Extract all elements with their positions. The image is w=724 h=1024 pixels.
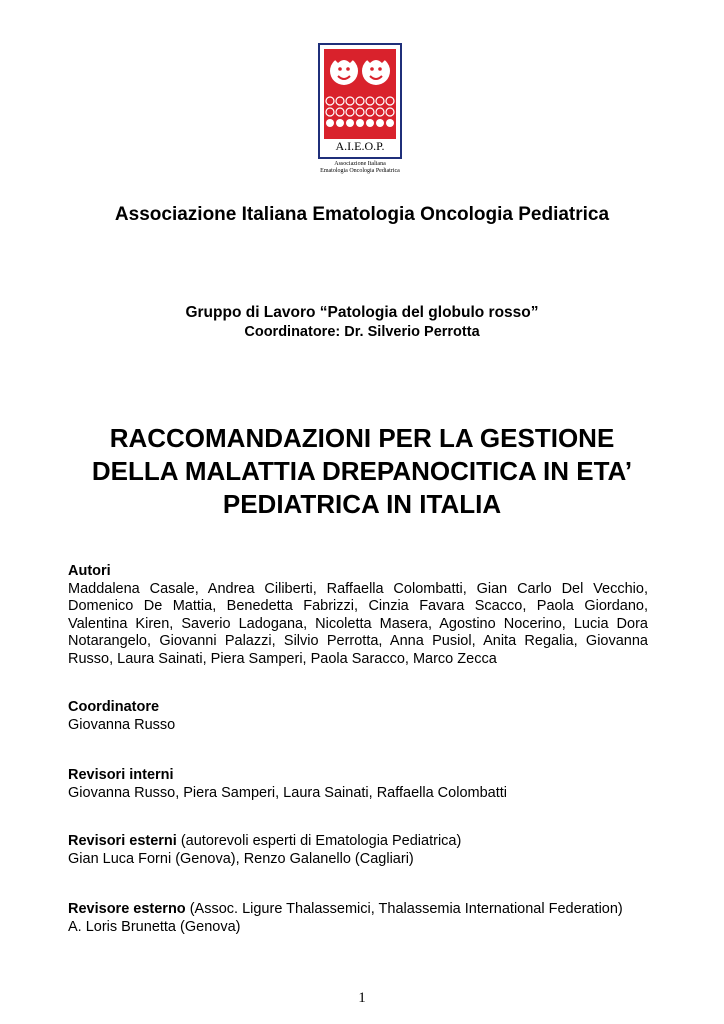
title-line-2: DELLA MALATTIA DREPANOCITICA IN ETA’ <box>91 456 633 486</box>
revisori-esterni-list: Gian Luca Forni (Genova), Renzo Galanello (Cagliari) <box>68 850 414 867</box>
revisore-esterno-note: (Assoc. Ligure Thalassemici, Thalassemia International Federation) <box>185 901 623 917</box>
logo-subtitle-line2: Ematologia Oncologia Pediatrica <box>320 167 400 174</box>
section-revisori-esterni <box>68 833 648 868</box>
revisore-esterno-heading-line <box>68 901 648 919</box>
logo-acronym: A.I.E.O.P. <box>324 139 396 153</box>
autori-heading: Autori <box>68 563 111 579</box>
logo-frame <box>318 43 402 159</box>
section-revisore-esterno <box>68 901 648 936</box>
revisori-esterni-heading-line <box>68 833 648 851</box>
revisori-esterni-note: (autorevoli esperti di Ematologia Pediatrica) <box>176 833 462 849</box>
section-coordinatore <box>68 699 648 734</box>
working-group: Gruppo di Lavoro “Patologia del globulo rosso” <box>185 304 539 321</box>
title-line-3: PEDIATRICA IN ITALIA <box>222 489 502 519</box>
autori-list: Maddalena Casale, Andrea Ciliberti, Raffaella Colombatti, Gian Carlo Del Vecchio, Domenico De Mattia, Benedetta Fabrizzi, Cinzia Favara Scacco, Paola Giordano, Valentina Kiren, Saverio Ladogana, Nicoletta Masera, Agostino Nocerino, Lucia Dora Notarangelo, Giovanni Palazzi, Silvio Perrotta, Anna Pusiol, Anita Regalia, Giovanna Russo, Laura Sainati, Piera Samperi, Paola Saracco, Marco Zecca <box>68 580 648 667</box>
title-line-1: RACCOMANDAZIONI PER LA GESTIONE <box>109 423 615 453</box>
document-title <box>0 422 724 521</box>
revisori-esterni-heading: Revisori esterni <box>68 833 177 849</box>
revisore-esterno-heading: Revisore esterno <box>68 901 186 917</box>
revisori-interni-list: Giovanna Russo, Piera Samperi, Laura Sainati, Raffaella Colombatti <box>68 784 507 801</box>
aieop-logo <box>318 43 402 174</box>
revisore-esterno-name: A. Loris Brunetta (Genova) <box>68 918 241 935</box>
page-number: 1 <box>358 990 366 1006</box>
logo-subtitle-line1: Associazione Italiana <box>334 161 386 167</box>
logo-subtitle <box>318 161 402 174</box>
group-coordinator: Coordinatore: Dr. Silverio Perrotta <box>244 324 480 340</box>
section-autori <box>68 563 648 668</box>
association-name: Associazione Italiana Ematologia Oncologia Pediatrica <box>114 204 610 225</box>
logo-emblem <box>324 49 396 139</box>
faces-and-cells-graphic <box>324 49 396 139</box>
revisori-interni-heading: Revisori interni <box>68 767 174 783</box>
coordinatore-name: Giovanna Russo <box>68 716 176 733</box>
coordinatore-heading: Coordinatore <box>68 699 160 715</box>
section-revisori-interni <box>68 767 648 802</box>
